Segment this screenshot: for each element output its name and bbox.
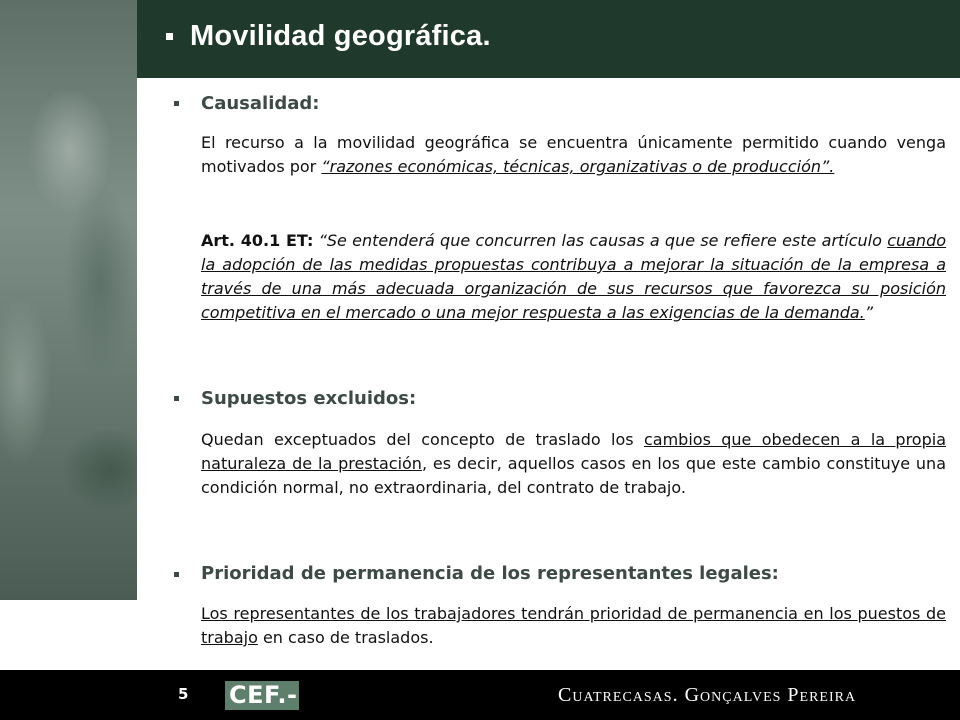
section-bullet-icon [174,101,179,106]
section-bullet-icon [174,572,179,577]
underlined-text: cambios que obedecen a la propia naturaleza de la prestación [201,430,946,473]
quote-close: ” [864,303,874,322]
quote-text: “razones económicas, técnicas, organizativas o de producción”. [321,157,835,176]
quote-text: “Se entenderá que concurren las causas a que se refiere este artículo [313,231,888,250]
paragraph-causalidad-1 [201,131,946,179]
text: El recurso a la movilidad geográfica se encuentra únicamente permitido cuando venga motivados por [201,133,946,176]
text: en caso de traslados. [257,628,434,647]
decorative-photo-panel [0,0,137,600]
firm-name: Cuatrecasas. Gonçalves Pereira [558,684,857,706]
quote-underlined-text: cuando la adopción de las medidas propuestas contribuya a mejorar la situación de la empresa a través de una más adecuada organización de sus recursos que favorezca su posición competitiva en el mercado o una mejor respuesta a las exigencias de la demanda. [201,231,947,322]
left-blank-area [0,600,137,670]
title-bullet-icon [166,33,173,40]
paragraph-causalidad-2 [201,229,946,325]
paragraph-supuestos [201,428,946,500]
slide-title: Movilidad geográfica. [190,20,491,52]
section-heading-supuestos: Supuestos excluidos: [201,388,417,409]
text: , es decir, aquellos casos en los que este cambio constituye una condición normal, no extraordinaria, del contrato de trabajo. [201,454,946,497]
paragraph-prioridad [201,602,946,650]
article-reference: Art. 40.1 ET: [201,231,314,250]
section-heading-causalidad: Causalidad: [201,93,320,114]
cef-logo: CEF.- [225,681,299,710]
section-bullet-icon [174,396,179,401]
page-number: 5 [178,685,189,703]
section-heading-prioridad: Prioridad de permanencia de los representantes legales: [201,563,779,584]
text: Quedan exceptuados del concepto de traslado los [201,430,644,449]
underlined-text: Los representantes de los trabajadores tendrán prioridad de permanencia en los puestos de trabajo [201,604,946,647]
